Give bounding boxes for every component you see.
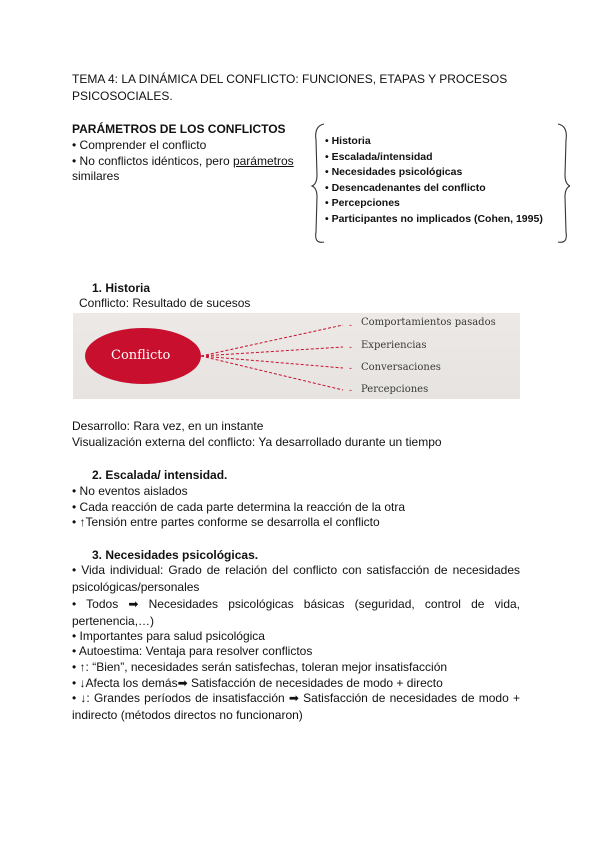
parameter-item: • Necesidades psicológicas bbox=[325, 166, 463, 178]
section-3-heading: 3. Necesidades psicológicas. bbox=[92, 548, 259, 562]
section-1-line-1: Desarrollo: Rara vez, en un instante bbox=[72, 419, 264, 433]
diagram-label: Percepciones bbox=[361, 384, 429, 395]
params-bullet-2-cont: similares bbox=[72, 169, 120, 183]
dash-marker: - bbox=[349, 320, 352, 330]
conflict-label: Conflicto bbox=[111, 348, 171, 363]
section-2-bullet: • Cada reacción de cada parte determina la reacción de la otra bbox=[72, 500, 406, 514]
section-2-bullet: • ↑Tensión entre partes conforme se desarrolla el conflicto bbox=[72, 515, 380, 529]
section-3-paragraph-2: • Todos ➡ Necesidades psicológicas básicas (seguridad, control de vida, pertenencia,…) bbox=[72, 597, 520, 628]
section-3-line: • ↑: “Bien”, necesidades serán satisfechas, toleran mejor insatisfacción bbox=[72, 660, 448, 674]
section-3-paragraph-3: • ↓: Grandes períodos de insatisfacción ➡ Satisfacción de necesidades de modo + indirecto (métodos directos no funcionaron) bbox=[72, 691, 520, 722]
parameters-list bbox=[325, 134, 551, 227]
section-1-subtitle: Conflicto: Resultado de sucesos bbox=[79, 296, 251, 310]
parameter-item: • Participantes no implicados (Cohen, 1995) bbox=[325, 212, 543, 225]
dash-marker: - bbox=[349, 342, 352, 352]
diagram-label: Experiencias bbox=[361, 340, 427, 351]
section-2-heading: 2. Escalada/ intensidad. bbox=[92, 468, 228, 482]
section-3-line: • Importantes para salud psicológica bbox=[72, 629, 265, 643]
section-1-line-2: Visualización externa del conflicto: Ya desarrollado durante un tiempo bbox=[72, 435, 442, 449]
dash-marker: - bbox=[349, 385, 352, 395]
section-3-paragraph-1: • Vida individual: Grado de relación del conflicto con satisfacción de necesidades psicológicas/personales bbox=[72, 563, 520, 594]
connector-line bbox=[201, 356, 343, 390]
section-3-line: • Autoestima: Ventaja para resolver conflictos bbox=[72, 644, 313, 658]
document-title-line1: TEMA 4: LA DINÁMICA DEL CONFLICTO: FUNCIONES, ETAPAS Y PROCESOS bbox=[72, 72, 508, 86]
params-bullet-2-text: • No conflictos idénticos, pero bbox=[72, 154, 233, 168]
params-heading: PARÁMETROS DE LOS CONFLICTOS bbox=[72, 122, 286, 136]
connector-line bbox=[201, 356, 343, 368]
document-title-line2: PSICOSOCIALES. bbox=[72, 89, 173, 103]
section-3-line: • ↓Afecta los demás➡ Satisfacción de necesidades de modo + directo bbox=[72, 676, 443, 690]
dash-marker: - bbox=[349, 363, 352, 373]
parameter-item: • Historia bbox=[325, 135, 371, 147]
params-bullet-2 bbox=[72, 153, 294, 169]
history-diagram bbox=[73, 313, 520, 399]
parameter-item: • Escalada/intensidad bbox=[325, 150, 433, 163]
section-1-heading: 1. Historia bbox=[92, 281, 151, 295]
params-bullet-1: • Comprender el conflicto bbox=[72, 138, 207, 152]
section-2-bullet: • No eventos aislados bbox=[72, 484, 188, 498]
right-brace bbox=[558, 124, 570, 242]
parameter-item: • Percepciones bbox=[325, 197, 400, 209]
left-brace bbox=[312, 124, 324, 242]
diagram-label: Comportamientos pasados bbox=[361, 317, 496, 328]
diagram-label: Conversaciones bbox=[361, 362, 441, 373]
parameter-item: • Desencadenantes del conflicto bbox=[325, 181, 486, 194]
params-bullet-2-link: parámetros bbox=[232, 154, 294, 168]
